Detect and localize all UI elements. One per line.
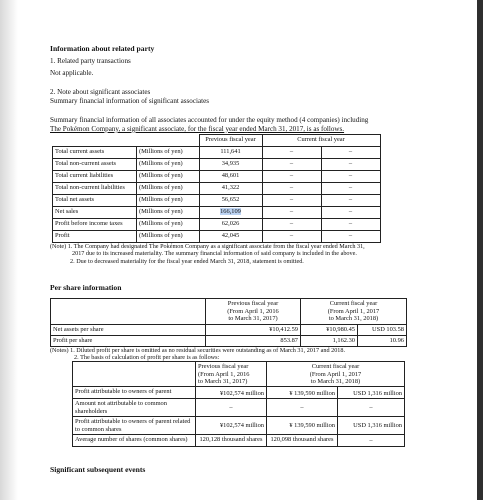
row-prev: 120,128 thousand shares <box>196 434 267 446</box>
row-cur2: – <box>321 158 380 170</box>
row-prev: 34,935 <box>199 158 262 170</box>
row-cur1: – <box>262 194 321 206</box>
row-cur2: – <box>321 170 380 182</box>
row-cur2: USD 1,316 million <box>338 387 405 399</box>
row-cur2: 10.96 <box>358 335 407 346</box>
row-cur1: – <box>262 218 321 230</box>
row-prev: 56,652 <box>199 194 262 206</box>
col-header-previous: Previous fiscal year <box>199 134 262 146</box>
col-cur-line: Current fiscal year <box>329 300 378 308</box>
basis-col-previous <box>196 362 267 387</box>
page-shadow <box>0 0 18 500</box>
row-prev: ¥102,574 million <box>196 387 267 399</box>
row-cur1: ¥10,980.45 <box>301 324 358 335</box>
associates-notes <box>50 243 460 265</box>
per-share-corner <box>51 299 206 324</box>
row-item: Profit attributable to owners of parent related to common shares <box>73 417 196 435</box>
table-row <box>51 335 407 346</box>
row-item: Amount not attributable to common shareholders <box>73 399 196 417</box>
basis-corner <box>73 362 196 387</box>
related-party-item2-sub: Summary financial information of significant associates <box>50 97 209 106</box>
row-item: Profit per share <box>51 335 206 346</box>
related-party-item1: 1. Related party transactions <box>50 57 131 66</box>
row-prev: 48,601 <box>199 170 262 182</box>
row-cur1: 120,098 thousand shares <box>267 434 338 446</box>
summary-line1: Summary financial information of all associates accounted for under the equity method (4 companies) including <box>50 115 369 124</box>
row-item: Profit attributable to owners of parent <box>73 387 196 399</box>
related-party-item2: 2. Note about significant associates <box>50 88 151 97</box>
row-prev: 41,322 <box>199 182 262 194</box>
row-cur1: 1,162.30 <box>301 335 358 346</box>
subsequent-events-heading: Significant subsequent events <box>50 464 146 474</box>
row-cur1: – <box>262 158 321 170</box>
row-prev: ¥10,412.59 <box>206 324 301 335</box>
table-row <box>53 230 381 242</box>
table-row <box>73 417 405 435</box>
row-item: Total non-current liabilities <box>53 182 137 194</box>
row-unit: (Millions of yen) <box>137 158 200 170</box>
col-prev-line: to March 31, 2017) <box>228 315 278 323</box>
table-row <box>73 434 405 446</box>
row-item: Total net assets <box>53 194 137 206</box>
table-row <box>53 146 381 158</box>
table-row <box>51 324 407 335</box>
row-cur1: – <box>262 182 321 194</box>
col-cur-line: Current fiscal year <box>311 363 360 371</box>
row-cur2: – <box>321 230 380 242</box>
table-row <box>53 194 381 206</box>
row-item: Net assets per share <box>51 324 206 335</box>
table-row <box>73 387 405 399</box>
row-unit: (Millions of yen) <box>137 206 200 218</box>
col-prev-line: Previous fiscal year <box>198 363 249 371</box>
per-share-heading: Per share information <box>50 282 122 292</box>
table-row <box>73 399 405 417</box>
row-item: Net sales <box>53 206 137 218</box>
row-item: Average number of shares (common shares) <box>73 434 196 446</box>
row-prev: – <box>196 399 267 417</box>
row-prev-selected[interactable] <box>199 206 262 218</box>
table-row <box>53 170 381 182</box>
row-cur1: – <box>262 170 321 182</box>
row-prev: 111,641 <box>199 146 262 158</box>
notes-1: (Notes) 1. Diluted profit per share is omitted as no residual securities were outstanding as of March 31, 2017 and 2018. <box>50 346 346 354</box>
row-item: Profit before income taxes <box>53 218 137 230</box>
row-prev: 853.87 <box>206 335 301 346</box>
basis-col-current <box>267 362 405 387</box>
col-cur-line: to March 31, 2018) <box>310 378 361 386</box>
col-prev-line: (From April 1, 2016 <box>198 370 250 378</box>
row-unit: (Millions of yen) <box>137 146 200 158</box>
row-cur2: – <box>321 218 380 230</box>
per-share-col-previous <box>206 299 301 324</box>
row-cur2: – <box>338 434 405 446</box>
note-1a: (Note) 1. The Company had designated The Pokémon Company as a significant associate from the fiscal year ended March 31, <box>50 242 365 250</box>
row-cur2: – <box>321 206 380 218</box>
col-prev-line: Previous fiscal year <box>227 300 279 308</box>
row-item: Total current liabilities <box>53 170 137 182</box>
row-item: Total current assets <box>53 146 137 158</box>
row-cur2: – <box>338 399 405 417</box>
per-share-col-current <box>301 299 407 324</box>
row-unit: (Millions of yen) <box>137 170 200 182</box>
row-cur2: USD 103.58 <box>358 324 407 335</box>
per-share-table <box>50 298 407 346</box>
col-header-current: Current fiscal year <box>262 134 380 146</box>
profit-basis-table <box>72 361 405 447</box>
row-cur1: – <box>262 230 321 242</box>
viewer-edge <box>477 0 483 500</box>
table-row <box>53 218 381 230</box>
row-item: Profit <box>53 230 137 242</box>
row-cur1: – <box>262 206 321 218</box>
row-unit: (Millions of yen) <box>137 230 200 242</box>
row-cur2: – <box>321 182 380 194</box>
document-page <box>50 44 460 474</box>
related-party-heading: Information about related party <box>50 44 155 53</box>
row-cur1: ¥ 139,590 million <box>267 387 338 399</box>
col-cur-line: (From April 1, 2017 <box>327 307 380 315</box>
selected-text[interactable]: 166,109 <box>220 207 241 215</box>
col-prev-line: to March 31, 2017) <box>198 378 248 386</box>
note-2: 2. Due to decreased materiality for the fiscal year ended March 31, 2018, statement is omitted. <box>70 257 304 265</box>
table-row <box>53 182 381 194</box>
notes-2: 2. The basis of calculation of profit per share is as follows: <box>74 353 220 361</box>
col-cur-line: (From April 1, 2017 <box>309 370 362 378</box>
row-cur1: – <box>262 146 321 158</box>
row-cur2: – <box>321 194 380 206</box>
row-cur2: USD 1,316 million <box>338 417 405 435</box>
col-cur-line: to March 31, 2018) <box>328 315 379 323</box>
associates-table <box>52 134 381 243</box>
row-cur2: – <box>321 146 380 158</box>
row-prev: 62,026 <box>199 218 262 230</box>
row-cur1: – <box>267 399 338 417</box>
related-party-item1-text: Not applicable. <box>50 69 94 78</box>
row-prev: ¥102,574 million <box>196 417 267 435</box>
note-1b: 2017 due to its increased materiality. The summary financial information of said company is included in the above. <box>72 250 357 258</box>
summary-line2: The Pokémon Company, a significant associate, for the fiscal year ended March 31, 2017, is as follows. <box>50 124 345 133</box>
table-row <box>53 158 381 170</box>
per-share-notes <box>50 347 460 362</box>
col-prev-line: (From April 1, 2016 <box>227 307 279 315</box>
row-cur1: ¥ 139,590 million <box>267 417 338 435</box>
table-row <box>53 206 381 218</box>
row-unit: (Millions of yen) <box>137 194 200 206</box>
row-unit: (Millions of yen) <box>137 218 200 230</box>
row-unit: (Millions of yen) <box>137 182 200 194</box>
row-item: Total non-current assets <box>53 158 137 170</box>
row-prev: 42,045 <box>199 230 262 242</box>
